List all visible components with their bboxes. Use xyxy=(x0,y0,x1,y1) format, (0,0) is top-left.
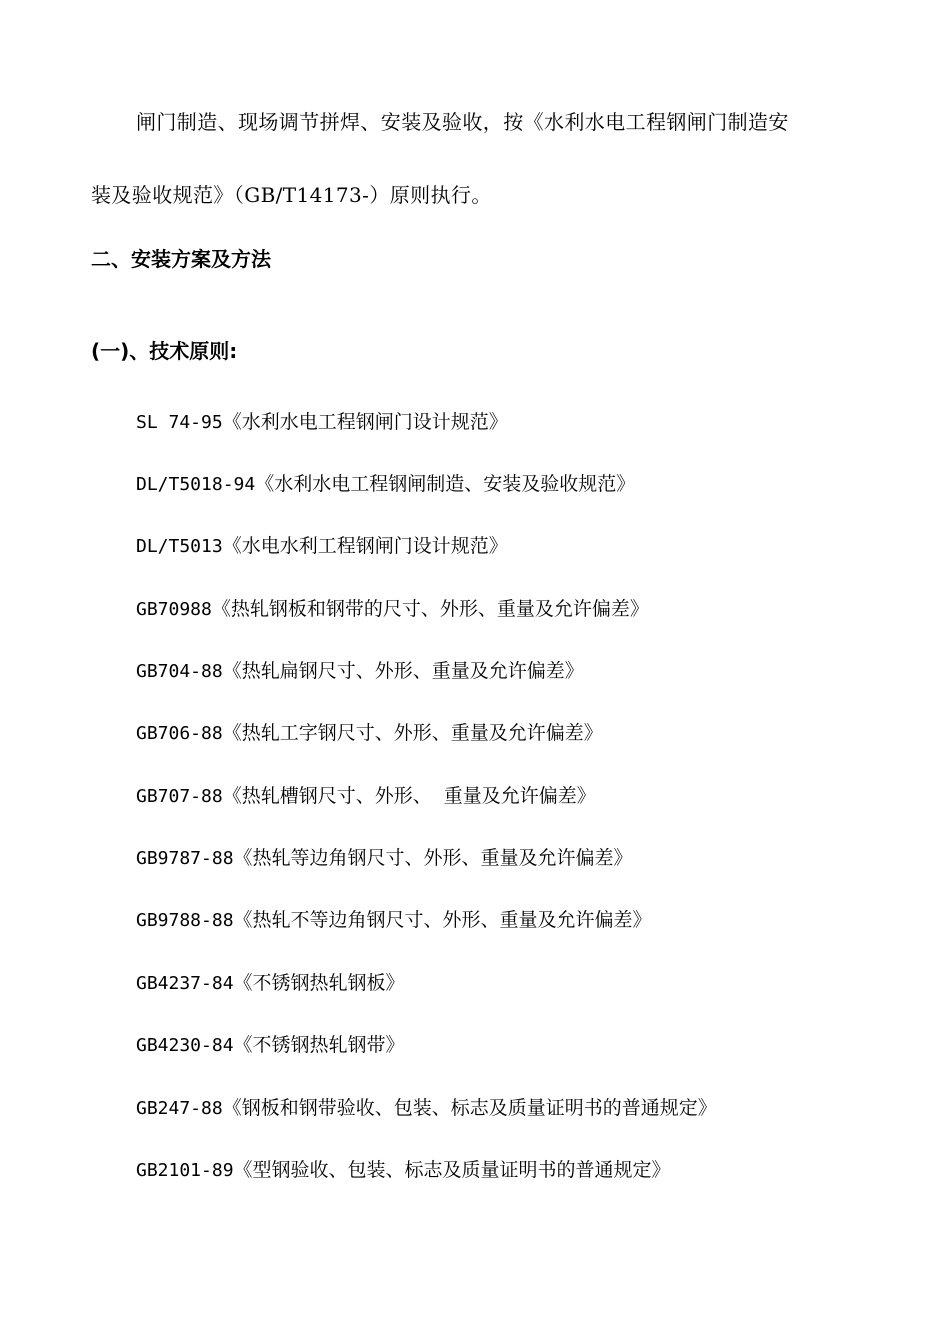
subsection-heading: (一)、技术原则: xyxy=(91,339,238,363)
reference-title: 《水利水电工程钢闸制造、安装及验收规范》 xyxy=(255,473,636,495)
reference-title: 《热轧槽钢尺寸、外形、 重量及允许偏差》 xyxy=(222,785,596,807)
reference-code: GB70988 xyxy=(136,599,212,620)
reference-item xyxy=(136,969,405,998)
reference-code: GB9787-88 xyxy=(136,848,234,869)
reference-code: GB4230-84 xyxy=(136,1035,234,1056)
reference-title: 《不锈钢热轧钢带》 xyxy=(233,1034,405,1056)
reference-item xyxy=(136,1094,717,1123)
paragraph-line-2: 装及验收规范》（GB/T14173-）原则执行。 xyxy=(91,183,492,207)
reference-title: 《水电水利工程钢闸门设计规范》 xyxy=(222,535,508,557)
reference-item xyxy=(136,470,635,499)
reference-code: GB704-88 xyxy=(136,661,223,682)
reference-code: SL 74-95 xyxy=(136,412,223,433)
reference-code: DL/T5013 xyxy=(136,536,223,557)
reference-title: 《钢板和钢带验收、包装、标志及质量证明书的普通规定》 xyxy=(222,1097,717,1119)
reference-item xyxy=(136,782,596,811)
reference-code: GB4237-84 xyxy=(136,973,234,994)
reference-item xyxy=(136,1156,671,1185)
reference-item xyxy=(136,719,603,748)
reference-item xyxy=(136,906,652,935)
reference-title: 《热轧扁钢尺寸、外形、重量及允许偏差》 xyxy=(222,660,584,682)
paragraph-line-1: 闸门制造、现场调节拼焊、安装及验收，按《水利水电工程钢闸门制造安 xyxy=(136,110,789,134)
section-heading: 二、安装方案及方法 xyxy=(91,247,271,271)
reference-title: 《热轧不等边角钢尺寸、外形、重量及允许偏差》 xyxy=(233,909,652,931)
reference-item xyxy=(136,844,633,873)
reference-item xyxy=(136,657,584,686)
reference-code: DL/T5018-94 xyxy=(136,474,256,495)
reference-title: 《型钢验收、包装、标志及质量证明书的普通规定》 xyxy=(233,1159,671,1181)
reference-title: 《热轧钢板和钢带的尺寸、外形、重量及允许偏差》 xyxy=(211,598,649,620)
reference-title: 《热轧等边角钢尺寸、外形、重量及允许偏差》 xyxy=(233,847,633,869)
reference-title: 《不锈钢热轧钢板》 xyxy=(233,972,405,994)
reference-code: GB2101-89 xyxy=(136,1160,234,1181)
reference-code: GB706-88 xyxy=(136,723,223,744)
reference-item xyxy=(136,532,508,561)
reference-item xyxy=(136,595,649,624)
reference-code: GB9788-88 xyxy=(136,910,234,931)
reference-title: 《水利水电工程钢闸门设计规范》 xyxy=(222,411,508,433)
reference-title: 《热轧工字钢尺寸、外形、重量及允许偏差》 xyxy=(222,722,603,744)
reference-code: GB707-88 xyxy=(136,786,223,807)
reference-item xyxy=(136,1031,405,1060)
reference-code: GB247-88 xyxy=(136,1098,223,1119)
reference-item xyxy=(136,408,508,437)
